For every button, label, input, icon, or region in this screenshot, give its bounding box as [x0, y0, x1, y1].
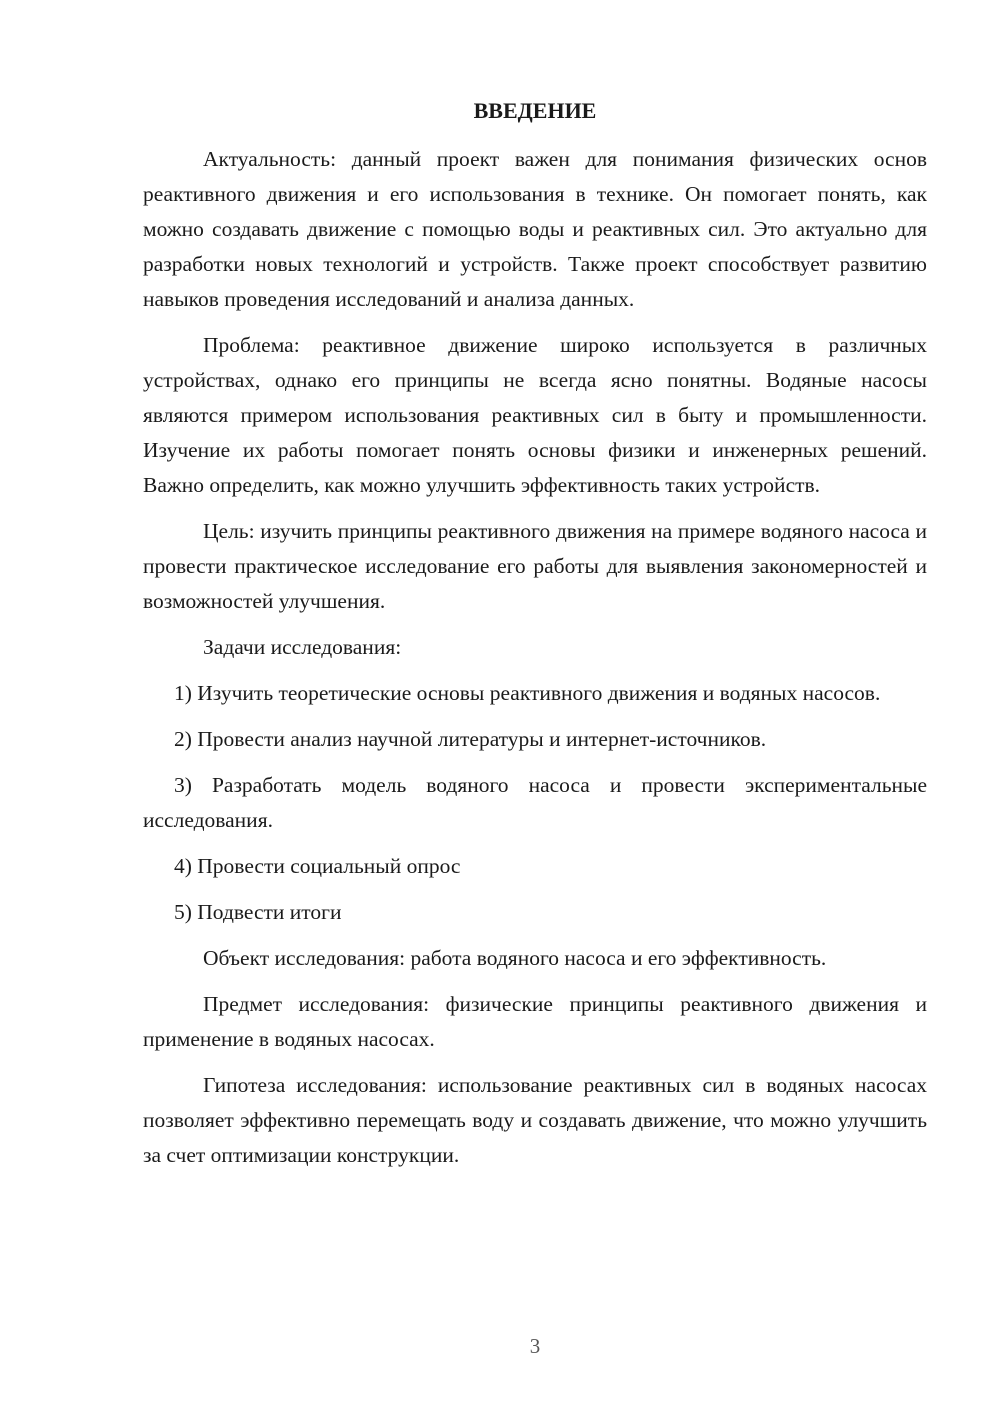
paragraph-relevance: Актуальность: данный проект важен для понимания физических основ реактивного движения и его использования в технике. Он помогает понять, как можно создавать движение с помощью воды и реактивных сил. Это актуально для разработки новых технологий и устройств. Также проект способствует развитию навыков проведения исследований и анализа данных.	[143, 147, 927, 311]
section-title: ВВЕДЕНИЕ	[473, 98, 597, 123]
task-item: 4) Провести социальный опрос	[174, 854, 461, 878]
task-item: 5) Подвести итоги	[174, 900, 342, 924]
paragraph-problem: Проблема: реактивное движение широко используется в различных устройствах, однако его принципы не всегда ясно понятны. Водяные насосы являются примером использования реактивных сил в быту и промышленности. Изучение их работы помогает понять основы физики и инженерных решений. Важно определить, как можно улучшить эффективность таких устройств.	[143, 333, 927, 497]
task-item: 3) Разработать модель водяного насоса и провести экспериментальные исследования.	[143, 773, 927, 832]
paragraph-goal: Цель: изучить принципы реактивного движения на примере водяного насоса и провести практическое исследование его работы для выявления закономерностей и возможностей улучшения.	[143, 519, 927, 613]
page-number: 3	[529, 1334, 541, 1358]
paragraph-object: Объект исследования: работа водяного насоса и его эффективность.	[203, 946, 827, 970]
document-body	[143, 142, 927, 1184]
paragraph-hypothesis: Гипотеза исследования: использование реактивных сил в водяных насосах позволяет эффективно перемещать воду и создавать движение, что можно улучшить за счет оптимизации конструкции.	[143, 1073, 927, 1167]
tasks-heading: Задачи исследования:	[203, 635, 402, 659]
paragraph-subject: Предмет исследования: физические принципы реактивного движения и применение в водяных насосах.	[143, 992, 927, 1051]
task-item: 1) Изучить теоретические основы реактивного движения и водяных насосов.	[174, 681, 881, 705]
task-item: 2) Провести анализ научной литературы и интернет-источников.	[174, 727, 767, 751]
